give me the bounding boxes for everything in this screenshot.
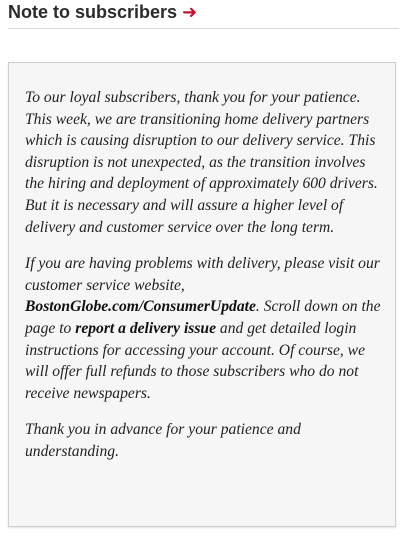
note-content <box>25 87 385 478</box>
note-paragraph-2 <box>25 253 385 404</box>
paragraph-2-part-3: and get detailed login instructions for accessing your account. Of course, we will offer full refunds to those subscribers who do not receive newspapers. <box>25 319 365 402</box>
note-paragraph-1: To our loyal subscribers, thank you for your patience. This week, we are transitioning home delivery partners which is causing disruption to our delivery service. This disruption is not unexpected, as the transition involves the hiring and deployment of approximately 600 drivers. But it is necessary and will assure a higher level of delivery and customer service over the long term. <box>25 89 378 236</box>
section-header <box>8 0 399 29</box>
note-title-text: Note to subscribers <box>8 2 178 22</box>
subscriber-note-card <box>8 62 396 527</box>
arrow-right-icon: ➜ <box>182 2 198 22</box>
note-paragraph-3: Thank you in advance for your patience and understanding. <box>25 421 301 460</box>
consumer-update-link[interactable]: BostonGlobe.com/ConsumerUpdate <box>25 298 256 316</box>
note-title[interactable] <box>8 2 197 23</box>
report-delivery-issue-link[interactable]: report a delivery issue <box>75 319 217 337</box>
paragraph-2-part-2: . Scroll down on the page to <box>25 298 381 337</box>
paragraph-2-part-1: If you are having problems with delivery, please visit our customer service website, <box>25 255 380 294</box>
